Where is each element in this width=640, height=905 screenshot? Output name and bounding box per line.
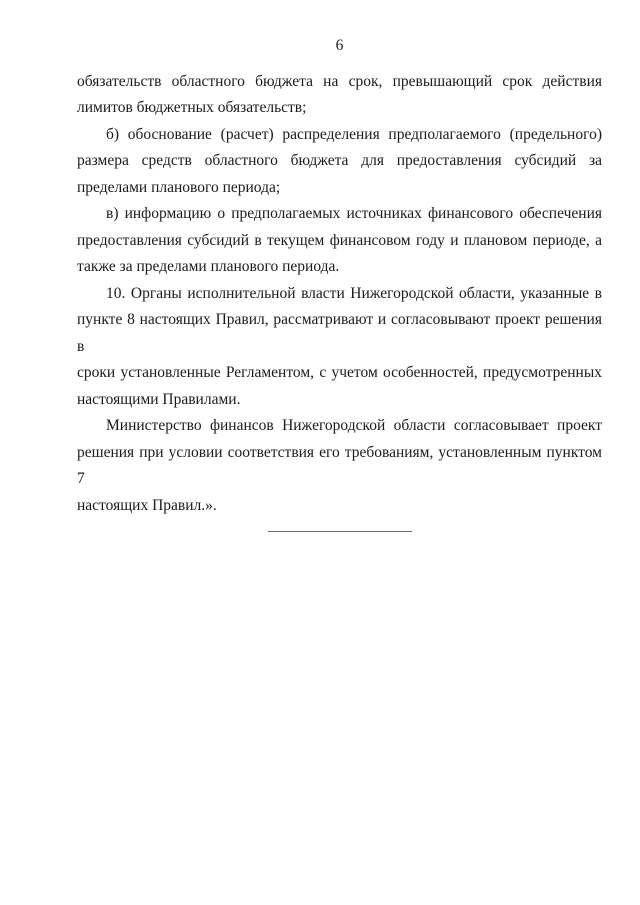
text-line: также за пределами планового периода. xyxy=(77,258,340,275)
page-number: 6 xyxy=(335,37,344,54)
document-body xyxy=(77,69,602,520)
paragraph xyxy=(77,413,602,519)
text-line: Министерство финансов Нижегородской области согласовывает проект xyxy=(106,417,602,434)
text-line: в) информацию о предполагаемых источниках финансового обеспечения xyxy=(106,205,602,222)
text-line: размера средств областного бюджета для предоставления субсидий за xyxy=(77,152,602,169)
text-line: пункте 8 настоящих Правил, рассматривают и согласовывают проект решения в xyxy=(77,311,602,355)
text-line: решения при условии соответствия его требованиям, установленным пунктом 7 xyxy=(77,443,602,487)
paragraph xyxy=(77,201,602,281)
text-line: 10. Органы исполнительной власти Нижегородской области, указанные в xyxy=(106,284,602,302)
text-line: б) обоснование (расчет) распределения предполагаемого (предельного) xyxy=(106,125,602,143)
text-line: настоящими Правилами. xyxy=(77,390,241,408)
paragraph xyxy=(77,122,602,202)
text-line: настоящих Правил.». xyxy=(77,496,217,514)
paragraph xyxy=(77,69,602,122)
paragraph xyxy=(77,281,602,414)
text-line: лимитов бюджетных обязательств; xyxy=(77,99,307,116)
text-line: сроки установленные Регламентом, с учетом особенностей, предусмотренных xyxy=(77,364,602,381)
text-line: обязательств областного бюджета на срок, превышающий срок действия xyxy=(77,72,602,90)
section-separator xyxy=(268,531,412,532)
text-line: предоставления субсидий в текущем финансовом году и плановом периоде, а xyxy=(77,231,602,249)
text-line: пределами планового периода; xyxy=(77,178,281,196)
